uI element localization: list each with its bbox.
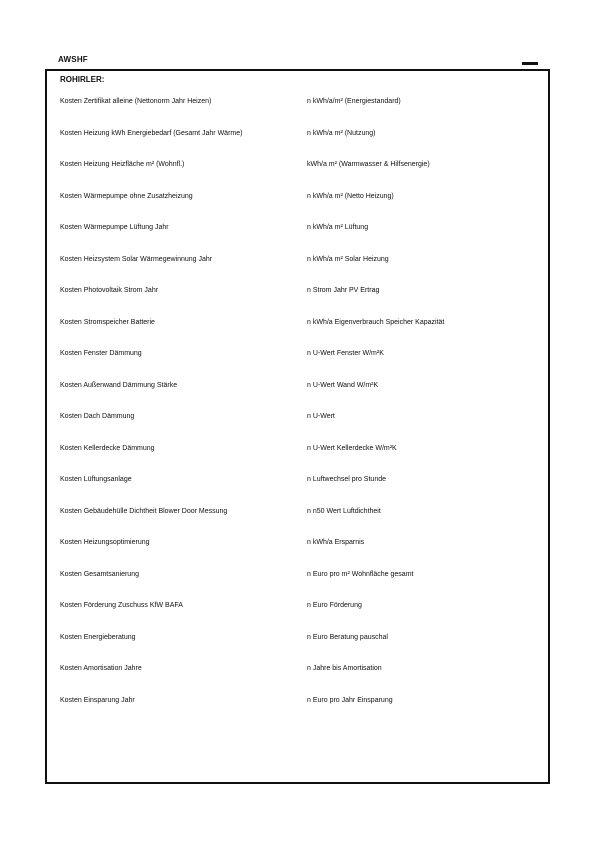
list-item: [60, 127, 530, 141]
parameter-value: n Euro pro m² Wohnfläche gesamt: [307, 570, 414, 578]
parameter-label: Kosten Außenwand Dämmung Stärke: [60, 381, 178, 389]
page-mark: [522, 62, 538, 65]
parameter-label: Kosten Förderung Zuschuss KfW BAFA: [60, 602, 183, 609]
list-item: [60, 694, 530, 708]
parameter-label: Kosten Wärmepumpe ohne Zusatzheizung: [60, 192, 193, 200]
parameter-value: n n50 Wert Luftdichtheit: [307, 507, 381, 515]
parameter-label: Kosten Photovoltaik Strom Jahr: [60, 287, 159, 294]
parameter-value: n kWh/a/m² (Energiestandard): [307, 98, 401, 105]
parameter-value: n U-Wert Wand W/m²K: [307, 381, 379, 389]
parameter-label: Kosten Gesamtsanierung: [60, 570, 139, 578]
parameter-label: Kosten Heizung Heizfläche m² (Wohnfl.): [60, 161, 185, 168]
parameter-label: Kosten Heizungsoptimierung: [60, 539, 150, 546]
list-item: [60, 631, 530, 645]
parameter-value: kWh/a m² (Warmwasser & Hilfsenergie): [307, 161, 430, 168]
list-item: [60, 379, 530, 393]
parameter-label: Kosten Energieberatung: [60, 633, 136, 641]
list-item: [60, 599, 530, 613]
list-item: [60, 568, 530, 582]
list-item: [60, 221, 530, 235]
list-item: [60, 316, 530, 330]
parameter-label: Kosten Amortisation Jahre: [60, 665, 142, 672]
parameter-label: Kosten Heizung kWh Energiebedarf (Gesamt Jahr Wärme): [60, 129, 243, 137]
parameter-value: n kWh/a m² (Netto Heizung): [307, 192, 394, 200]
list-item: [60, 442, 530, 456]
parameter-value: n kWh/a m² Lüftung: [307, 224, 369, 231]
parameter-value: n kWh/a m² (Nutzung): [307, 129, 376, 137]
parameter-value: n Luftwechsel pro Stunde: [307, 476, 386, 483]
parameter-value: n Euro Beratung pauschal: [307, 633, 388, 641]
document-code: AWSHF: [58, 55, 88, 64]
parameter-label: Kosten Kellerdecke Dämmung: [60, 444, 155, 452]
list-item: [60, 284, 530, 298]
parameter-value: n kWh/a Eigenverbrauch Speicher Kapazität: [307, 318, 445, 326]
parameter-value: n Euro Förderung: [307, 602, 362, 609]
parameter-label: Kosten Fenster Dämmung: [60, 350, 142, 357]
list-item: [60, 410, 530, 424]
parameter-label: Kosten Wärmepumpe Lüftung Jahr: [60, 224, 169, 231]
parameter-label: Kosten Stromspeicher Batterie: [60, 318, 155, 326]
parameter-label: Kosten Einsparung Jahr: [60, 696, 135, 704]
list-item: [60, 473, 530, 487]
parameter-value: n Strom Jahr PV Ertrag: [307, 287, 380, 294]
parameter-label: Kosten Heizsystem Solar Wärmegewinnung Jahr: [60, 255, 213, 263]
list-item: [60, 347, 530, 361]
parameter-value: n U-Wert Fenster W/m²K: [307, 350, 384, 357]
parameter-label: Kosten Lüftungsanlage: [60, 476, 132, 483]
content-frame: [45, 69, 550, 784]
list-item: [60, 95, 530, 109]
section-title: ROHIRLER:: [60, 75, 105, 84]
parameter-value: n kWh/a Ersparnis: [307, 539, 365, 546]
parameter-value: n U-Wert: [307, 413, 335, 420]
parameter-label: Kosten Gebäudehülle Dichtheit Blower Door Messung: [60, 507, 228, 515]
parameter-value: n kWh/a m² Solar Heizung: [307, 255, 389, 263]
list-item: [60, 253, 530, 267]
parameter-value: n Euro pro Jahr Einsparung: [307, 696, 393, 704]
parameter-value: n Jahre bis Amortisation: [307, 665, 382, 672]
list-item: [60, 190, 530, 204]
parameter-label: Kosten Zertifikat alleine (Nettonorm Jahr Heizen): [60, 98, 212, 105]
parameter-label: Kosten Dach Dämmung: [60, 413, 135, 420]
list-item: [60, 662, 530, 676]
list-item: [60, 158, 530, 172]
parameter-value: n U-Wert Kellerdecke W/m²K: [307, 444, 397, 452]
list-item: [60, 536, 530, 550]
list-item: [60, 505, 530, 519]
